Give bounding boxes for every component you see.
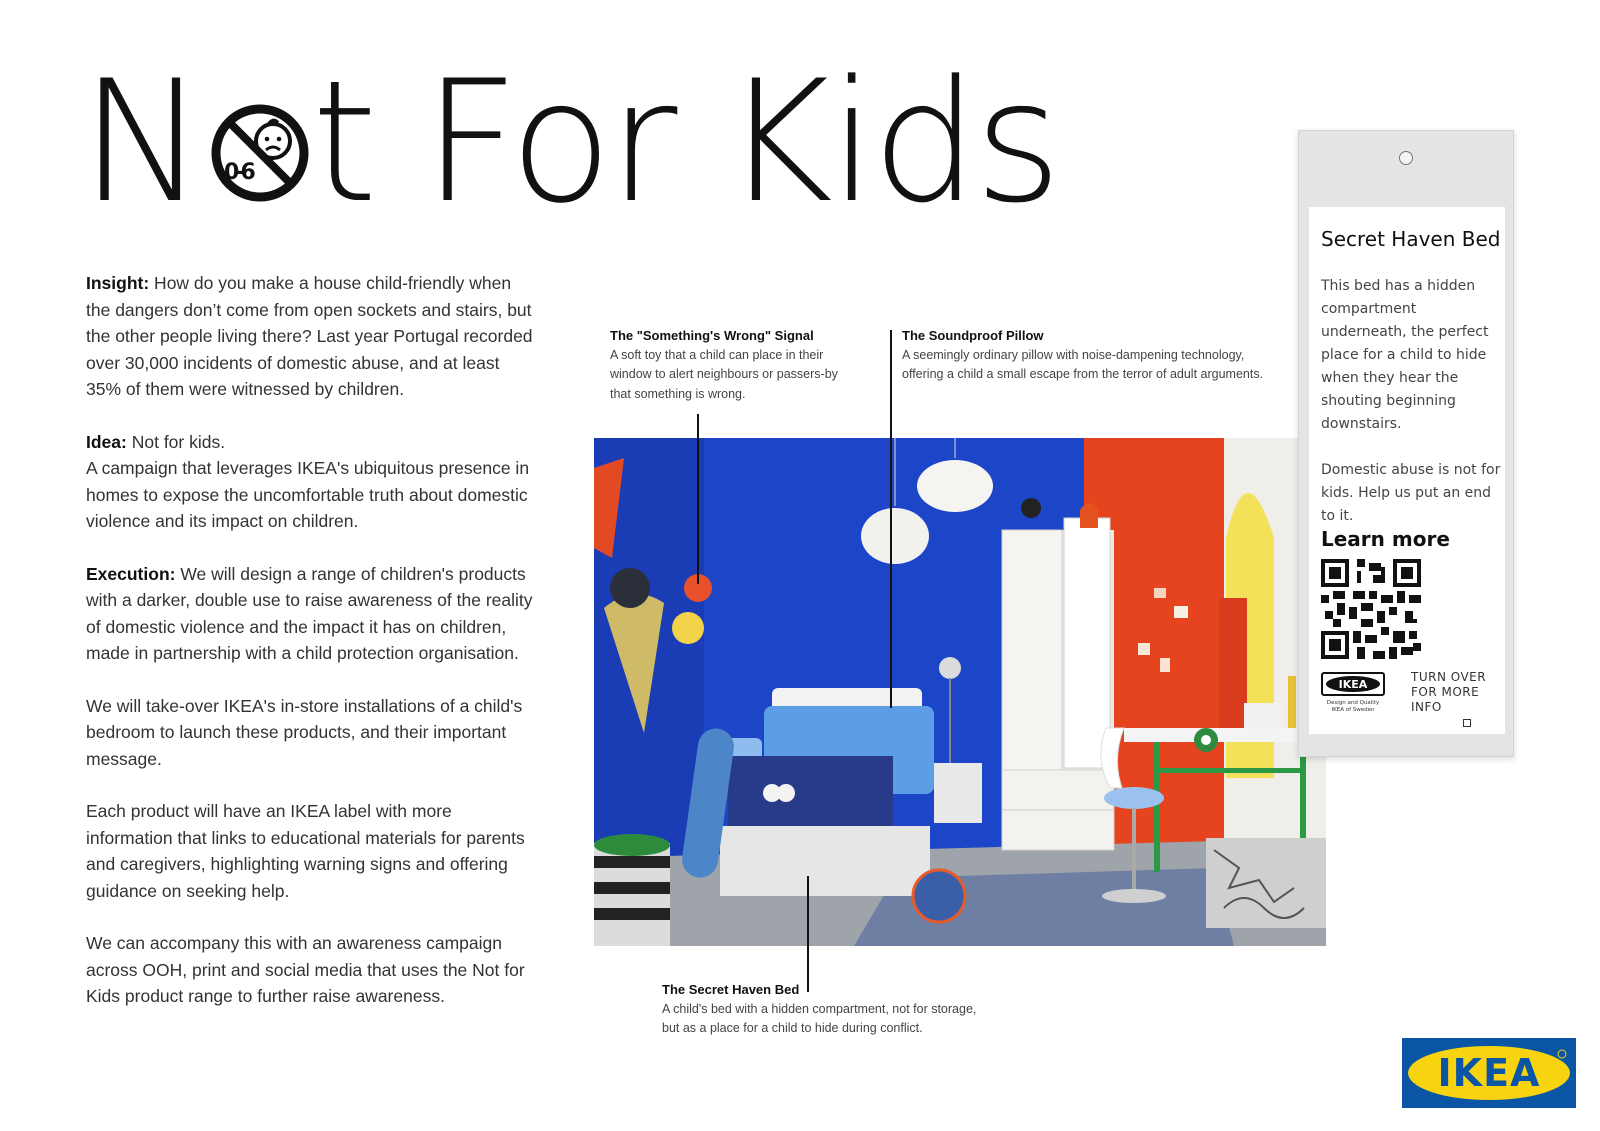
idea-text: Not for kids. — [126, 431, 226, 452]
bedroom-illustration — [594, 438, 1326, 946]
turn-over-text — [1411, 670, 1505, 730]
no-kids-under-six-icon — [210, 103, 310, 203]
ikea-mini-caption-1: Design and Quality — [1326, 700, 1380, 706]
badge-age-text: 0-6 — [223, 160, 252, 185]
turn-line-1: TURN OVER — [1411, 670, 1487, 684]
bedroom-photo — [594, 438, 1326, 946]
product-hang-tag — [1298, 130, 1514, 757]
ikea-mini-logo — [1321, 672, 1387, 720]
qr-code-icon[interactable] — [1321, 559, 1421, 659]
annotation-signal — [610, 326, 840, 404]
annotation-bed-line — [807, 876, 809, 992]
execution-text: We will design a range of children's products with a darker, double use to raise awareness of the reality of domestic violence and the impact it has on children, made in partnership with a child protection organisation. — [86, 563, 533, 663]
turn-line-3-text: INFO — [1411, 700, 1442, 714]
annotation-bed-title: The Secret Haven Bed — [662, 982, 800, 997]
ikea-mini-caption-2: IKEA of Sweden — [1331, 707, 1375, 713]
ikea-mini-logo-text: IKEA — [1338, 678, 1368, 691]
insight-paragraph — [86, 270, 536, 403]
annotation-bed-text: A child's bed with a hidden compartment, not for storage, but as a place for a child to hide during conflict. — [662, 1001, 977, 1035]
label-paragraph: Each product will have an IKEA label with more information that links to educational materials for parents and caregivers, highlighting warning signs and offering guidance on seeking help. — [86, 801, 525, 901]
body-copy — [86, 270, 536, 1036]
turn-line-3 — [1411, 700, 1505, 730]
tag-title: Secret Haven Bed — [1321, 227, 1501, 251]
annotation-signal-line — [697, 414, 699, 584]
annotation-signal-text: A soft toy that a child can place in their window to alert neighbours or passers-by that something is wrong. — [610, 347, 838, 401]
annotation-pillow-title: The Soundproof Pillow — [902, 328, 1044, 343]
campaign-paragraph: We can accompany this with an awareness campaign across OOH, print and social media that uses the Not for Kids product range to further raise awareness. — [86, 933, 525, 1006]
annotation-signal-title: The "Something's Wrong" Signal — [610, 328, 814, 343]
execution-label: Execution: — [86, 563, 176, 584]
title-letter-n: N — [80, 44, 202, 240]
tag-text-2: Domestic abuse is not for kids. Help us put an end to it. — [1321, 462, 1501, 524]
idea-label: Idea: — [86, 431, 127, 452]
execution-paragraph — [86, 561, 536, 667]
ikea-logo — [1402, 1038, 1576, 1108]
tag-card — [1309, 207, 1505, 734]
takeover-paragraph: We will take-over IKEA's in-store installations of a child's bedroom to launch these products, and their important message. — [86, 695, 523, 769]
turn-line-2: FOR MORE — [1411, 685, 1480, 699]
ikea-logo-text: IKEA — [1437, 1051, 1541, 1095]
tag-body — [1321, 275, 1503, 551]
annotation-pillow-line — [890, 330, 892, 708]
annotation-pillow — [902, 326, 1287, 385]
page-title — [80, 44, 1058, 240]
annotation-pillow-text: A seemingly ordinary pillow with noise-dampening technology, offering a child a small escape from the terror of adult arguments. — [902, 347, 1264, 381]
tag-hole — [1399, 151, 1413, 165]
small-qr-icon — [1463, 719, 1471, 727]
idea-paragraph — [86, 429, 536, 535]
tag-learn-more: Learn more — [1321, 527, 1450, 551]
tag-text-1: This bed has a hidden compartment underneath, the perfect place for a child to hide when they hear the shouting beginning downstairs. — [1321, 278, 1489, 432]
insight-text: How do you make a house child-friendly when the dangers don’t come from open sockets and stairs, but the other people living there? Last year Portugal recorded over 30,000 incidents of domestic abuse, and at least 35% of them were witnessed by children. — [86, 273, 533, 399]
annotation-bed — [662, 980, 992, 1039]
insight-label: Insight: — [86, 273, 150, 293]
title-rest: t For Kids — [311, 44, 1058, 240]
idea-detail: A campaign that leverages IKEA's ubiquitous presence in homes to expose the uncomfortable truth about domestic violence and its impact on children. — [86, 458, 530, 531]
